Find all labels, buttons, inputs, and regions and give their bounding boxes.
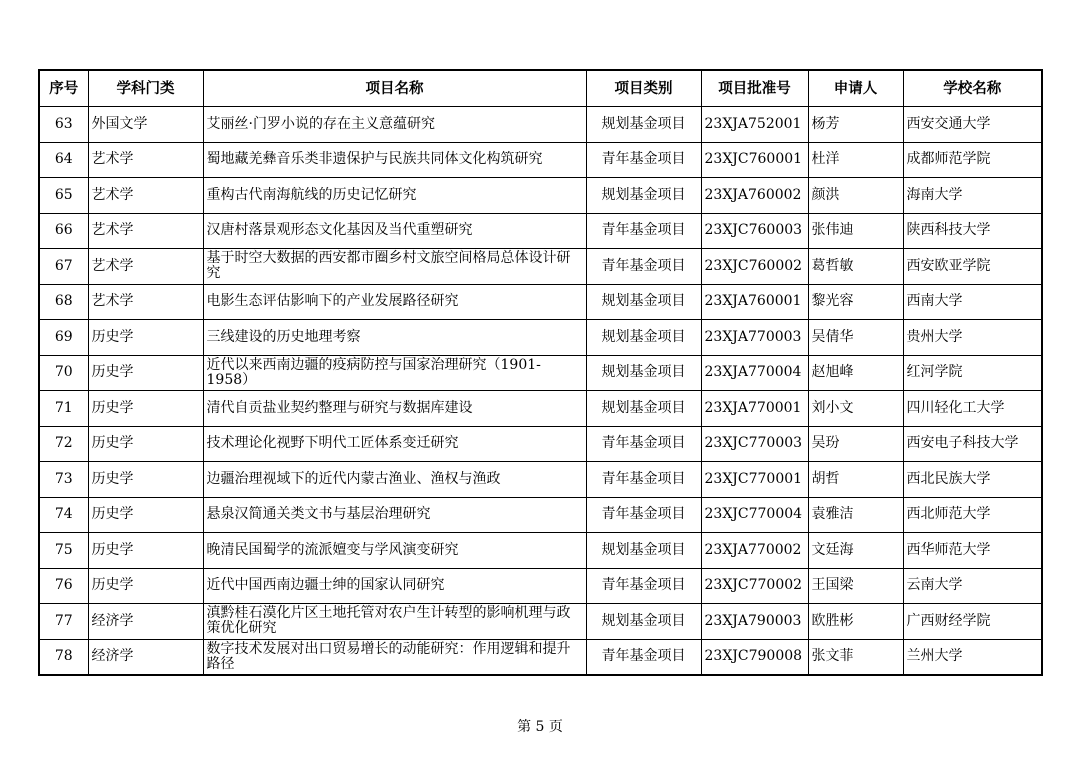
- cell-field: 历史学: [88, 355, 203, 391]
- cell-school: 陕西科技大学: [903, 213, 1042, 249]
- cell-project-name: 清代自贡盐业契约整理与研究与数据库建设: [203, 391, 586, 427]
- cell-project-name: 滇黔桂石漠化片区土地托管对农户生计转型的影响机理与政策优化研究: [203, 604, 586, 640]
- cell-field: 外国文学: [88, 107, 203, 143]
- page-number: 第 5 页: [517, 719, 563, 735]
- cell-school: 西安交通大学: [903, 107, 1042, 143]
- cell-applicant: 杨芳: [808, 107, 903, 143]
- table-row: [39, 107, 1042, 143]
- cell-field: 经济学: [88, 604, 203, 640]
- cell-approval-no: 23XJA770004: [701, 355, 808, 391]
- cell-seq: 70: [39, 355, 88, 391]
- cell-applicant: 王国梁: [808, 568, 903, 604]
- table-row: [39, 142, 1042, 178]
- cell-project-name: 技术理论化视野下明代工匠体系变迁研究: [203, 426, 586, 462]
- cell-project-name: 近代中国西南边疆士绅的国家认同研究: [203, 568, 586, 604]
- cell-applicant: 杜洋: [808, 142, 903, 178]
- cell-project-name: 边疆治理视域下的近代内蒙古渔业、渔权与渔政: [203, 462, 586, 498]
- table-header-row: [39, 70, 1042, 107]
- cell-school: 西安欧亚学院: [903, 249, 1042, 285]
- cell-approval-no: 23XJA770003: [701, 320, 808, 356]
- cell-applicant: 胡哲: [808, 462, 903, 498]
- cell-school: 成都师范学院: [903, 142, 1042, 178]
- cell-project-type: 青年基金项目: [586, 568, 701, 604]
- cell-approval-no: 23XJC760003: [701, 213, 808, 249]
- cell-seq: 67: [39, 249, 88, 285]
- table-row: [39, 320, 1042, 356]
- table-row: [39, 249, 1042, 285]
- cell-project-type: 青年基金项目: [586, 142, 701, 178]
- cell-field: 艺术学: [88, 178, 203, 214]
- cell-applicant: 赵旭峰: [808, 355, 903, 391]
- cell-project-type: 规划基金项目: [586, 604, 701, 640]
- cell-project-type: 青年基金项目: [586, 249, 701, 285]
- cell-field: 艺术学: [88, 284, 203, 320]
- cell-school: 海南大学: [903, 178, 1042, 214]
- cell-seq: 71: [39, 391, 88, 427]
- cell-project-name: 重构古代南海航线的历史记忆研究: [203, 178, 586, 214]
- cell-school: 西安电子科技大学: [903, 426, 1042, 462]
- cell-approval-no: 23XJA760001: [701, 284, 808, 320]
- cell-field: 艺术学: [88, 213, 203, 249]
- cell-applicant: 文廷海: [808, 533, 903, 569]
- table-row: [39, 355, 1042, 391]
- cell-project-name: 数字技术发展对出口贸易增长的动能研究：作用逻辑和提升路径: [203, 639, 586, 675]
- cell-seq: 69: [39, 320, 88, 356]
- cell-approval-no: 23XJA770001: [701, 391, 808, 427]
- table-row: [39, 213, 1042, 249]
- cell-applicant: 吴倩华: [808, 320, 903, 356]
- table-row: [39, 497, 1042, 533]
- cell-project-name: 基于时空大数据的西安都市圈乡村文旅空间格局总体设计研究: [203, 249, 586, 285]
- cell-seq: 73: [39, 462, 88, 498]
- cell-project-type: 规划基金项目: [586, 320, 701, 356]
- cell-applicant: 吴玢: [808, 426, 903, 462]
- cell-seq: 77: [39, 604, 88, 640]
- table-row: [39, 391, 1042, 427]
- cell-approval-no: 23XJC770004: [701, 497, 808, 533]
- cell-project-type: 规划基金项目: [586, 533, 701, 569]
- cell-field: 历史学: [88, 497, 203, 533]
- cell-approval-no: 23XJA760002: [701, 178, 808, 214]
- cell-applicant: 张文菲: [808, 639, 903, 675]
- cell-project-type: 规划基金项目: [586, 355, 701, 391]
- header-seq: 序号: [39, 70, 88, 107]
- cell-project-name: 近代以来西南边疆的疫病防控与国家治理研究（1901-1958）: [203, 355, 586, 391]
- cell-field: 艺术学: [88, 249, 203, 285]
- cell-school: 兰州大学: [903, 639, 1042, 675]
- cell-field: 艺术学: [88, 142, 203, 178]
- cell-seq: 64: [39, 142, 88, 178]
- cell-project-name: 汉唐村落景观形态文化基因及当代重塑研究: [203, 213, 586, 249]
- cell-approval-no: 23XJC770003: [701, 426, 808, 462]
- cell-seq: 72: [39, 426, 88, 462]
- cell-approval-no: 23XJC760002: [701, 249, 808, 285]
- cell-field: 历史学: [88, 320, 203, 356]
- cell-applicant: 张伟迪: [808, 213, 903, 249]
- header-type: 项目类别: [586, 70, 701, 107]
- cell-field: 历史学: [88, 462, 203, 498]
- table-row: [39, 533, 1042, 569]
- cell-seq: 66: [39, 213, 88, 249]
- cell-approval-no: 23XJA790003: [701, 604, 808, 640]
- cell-seq: 76: [39, 568, 88, 604]
- cell-applicant: 刘小文: [808, 391, 903, 427]
- cell-approval-no: 23XJA770002: [701, 533, 808, 569]
- cell-project-type: 规划基金项目: [586, 107, 701, 143]
- cell-school: 西华师范大学: [903, 533, 1042, 569]
- cell-project-name: 三线建设的历史地理考察: [203, 320, 586, 356]
- table-row: [39, 462, 1042, 498]
- cell-project-type: 青年基金项目: [586, 426, 701, 462]
- header-name: 项目名称: [203, 70, 586, 107]
- cell-project-type: 青年基金项目: [586, 639, 701, 675]
- cell-school: 云南大学: [903, 568, 1042, 604]
- table-row: [39, 639, 1042, 675]
- header-school: 学校名称: [903, 70, 1042, 107]
- cell-field: 历史学: [88, 568, 203, 604]
- cell-school: 西北师范大学: [903, 497, 1042, 533]
- table-row: [39, 568, 1042, 604]
- header-approval-no: 项目批准号: [701, 70, 808, 107]
- table-row: [39, 284, 1042, 320]
- cell-project-name: 悬泉汉简通关类文书与基层治理研究: [203, 497, 586, 533]
- cell-project-name: 晚清民国蜀学的流派嬗变与学风演变研究: [203, 533, 586, 569]
- cell-seq: 65: [39, 178, 88, 214]
- cell-field: 历史学: [88, 533, 203, 569]
- cell-field: 历史学: [88, 391, 203, 427]
- cell-seq: 63: [39, 107, 88, 143]
- header-applicant: 申请人: [808, 70, 903, 107]
- cell-approval-no: 23XJC760001: [701, 142, 808, 178]
- cell-applicant: 葛哲敏: [808, 249, 903, 285]
- cell-school: 红河学院: [903, 355, 1042, 391]
- cell-project-name: 蜀地藏羌彝音乐类非遗保护与民族共同体文化构筑研究: [203, 142, 586, 178]
- cell-field: 经济学: [88, 639, 203, 675]
- cell-field: 历史学: [88, 426, 203, 462]
- cell-project-type: 规划基金项目: [586, 178, 701, 214]
- cell-project-type: 规划基金项目: [586, 391, 701, 427]
- cell-project-type: 青年基金项目: [586, 213, 701, 249]
- cell-seq: 68: [39, 284, 88, 320]
- cell-seq: 78: [39, 639, 88, 675]
- cell-applicant: 袁雅洁: [808, 497, 903, 533]
- cell-applicant: 颜洪: [808, 178, 903, 214]
- cell-project-type: 青年基金项目: [586, 462, 701, 498]
- cell-approval-no: 23XJA752001: [701, 107, 808, 143]
- cell-approval-no: 23XJC770002: [701, 568, 808, 604]
- cell-school: 贵州大学: [903, 320, 1042, 356]
- cell-seq: 74: [39, 497, 88, 533]
- cell-school: 四川轻化工大学: [903, 391, 1042, 427]
- cell-applicant: 黎光容: [808, 284, 903, 320]
- cell-applicant: 欧胜彬: [808, 604, 903, 640]
- cell-school: 广西财经学院: [903, 604, 1042, 640]
- cell-project-name: 艾丽丝·门罗小说的存在主义意蕴研究: [203, 107, 586, 143]
- header-field: 学科门类: [88, 70, 203, 107]
- cell-approval-no: 23XJC770001: [701, 462, 808, 498]
- table-row: [39, 426, 1042, 462]
- cell-school: 西南大学: [903, 284, 1042, 320]
- cell-school: 西北民族大学: [903, 462, 1042, 498]
- cell-project-type: 规划基金项目: [586, 284, 701, 320]
- cell-approval-no: 23XJC790008: [701, 639, 808, 675]
- grant-project-table: [38, 69, 1043, 676]
- cell-project-type: 青年基金项目: [586, 497, 701, 533]
- cell-project-name: 电影生态评估影响下的产业发展路径研究: [203, 284, 586, 320]
- table-row: [39, 604, 1042, 640]
- cell-seq: 75: [39, 533, 88, 569]
- table-row: [39, 178, 1042, 214]
